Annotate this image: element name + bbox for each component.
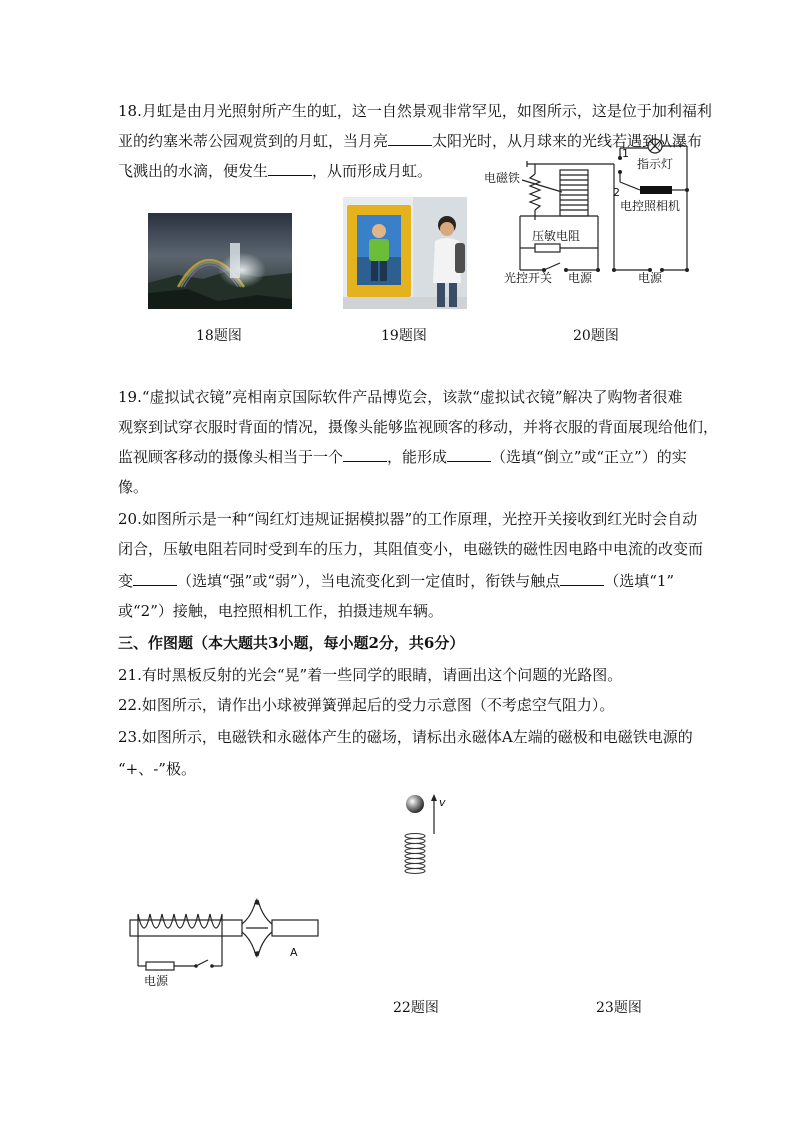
q20-line-3-text-a: 变	[118, 572, 134, 590]
permanent-magnet-a	[272, 920, 318, 936]
virtual-mirror-photo-image	[343, 197, 467, 309]
answer-blank	[343, 447, 387, 462]
q18-line-3-text-a: 飞溅出的水滴，便发生	[118, 162, 269, 180]
figure-22-caption: 22题图	[393, 1000, 439, 1016]
moonbow-photo-image	[148, 213, 292, 309]
answer-blank	[560, 571, 604, 586]
q20-line-2: 闭合，压敏电阻若同时受到车的压力，其阻值变小，电磁铁的磁性因电路中电流的改变而	[118, 540, 704, 558]
contact-1-label: 1	[622, 147, 629, 160]
q19-line-3-text-b: ，能形成	[387, 448, 448, 466]
electromagnet-label: 电磁铁	[484, 171, 521, 185]
answer-blank	[133, 571, 177, 586]
q23-line-1: 23.如图所示，电磁铁和永磁体产生的磁场，请标出永磁体A左端的磁极和电磁铁电源的	[118, 728, 693, 746]
moonbow-photo	[148, 213, 292, 309]
electromagnet-core	[130, 920, 242, 936]
camera-label: 电控照相机	[620, 199, 681, 213]
q18-line-3-text-b: ，从而形成月虹。	[312, 162, 433, 180]
virtual-mirror-photo	[343, 197, 467, 309]
figure-20-caption: 20题图	[573, 328, 619, 344]
q19-line-1: 19.“虚拟试衣镜”亮相南京国际软件产品博览会，该款“虚拟试衣镜”解决了购物者很难	[118, 388, 683, 406]
velocity-label: v	[439, 796, 446, 809]
answer-blank	[447, 447, 491, 462]
q21-text: 21.有时黑板反射的光会“晃”着一些同学的眼睛，请画出这个问题的光路图。	[118, 666, 623, 684]
light-switch-label: 光控开关	[504, 271, 553, 285]
answer-blank	[268, 161, 312, 176]
pressure-resistor-label: 压敏电阻	[532, 229, 581, 243]
section-3-heading: 三、作图题（本大题共3小题，每小题2分，共6分）	[118, 634, 465, 652]
figure-23-caption: 23题图	[596, 1000, 642, 1016]
contact-2-label: 2	[613, 186, 620, 199]
magnet-a-label: A	[290, 946, 298, 959]
answer-blank	[388, 131, 432, 146]
q19-line-4: 像。	[118, 478, 149, 496]
q19-line-3-text-c: （选填“倒立”或“正立”）的实	[491, 448, 687, 466]
figure-19-caption: 19题图	[381, 328, 427, 344]
power-source-label: 电源	[144, 974, 169, 988]
q20-line-3-text-b: （选填“强”或“弱”），当电流变化到一定值时，衔铁与触点	[177, 572, 561, 590]
figure-18-caption: 18题图	[196, 328, 242, 344]
q20-line-3-text-c: （选填“1”	[604, 572, 675, 590]
q22-text: 22.如图所示，请作出小球被弹簧弹起后的受力示意图（不考虑空气阻力）。	[118, 696, 615, 714]
power-source-box	[146, 962, 174, 970]
q18-line-1: 18.月虹是由月光照射所产生的虹，这一自然景观非常罕见，如图所示，这是位于加利福利	[118, 102, 712, 120]
power-source-label: 电源	[638, 271, 663, 285]
q19-line-2: 观察到试穿衣服时背面的情况，摄像头能够监视顾客的移动，并将衣服的背面展现给他们，	[118, 418, 719, 436]
spring	[405, 834, 425, 874]
q23-line-2: “+、-”极。	[118, 760, 196, 778]
indicator-lamp-label: 指示灯	[637, 157, 674, 171]
electromagnet-magnet-diagram	[124, 890, 329, 990]
q20-line-4: 或“2”）接触，电控照相机工作，拍摄违规车辆。	[118, 602, 443, 620]
coil-winding	[138, 914, 222, 928]
ball	[406, 795, 424, 813]
q18-line-3	[118, 161, 432, 181]
red-light-circuit-diagram	[480, 130, 695, 290]
q20-line-1: 20.如图所示是一种“闯红灯违规证据模拟器”的工作原理，光控开关接收到红光时会自动	[118, 510, 698, 528]
q19-line-3-text-a: 监视顾客移动的摄像头相当于一个	[118, 448, 344, 466]
ball-spring-diagram	[398, 790, 458, 885]
power-source-label: 电源	[568, 271, 593, 285]
q18-line-2-text-a: 亚的约塞米蒂公园观赏到的月虹，当月亮	[118, 132, 389, 150]
q18-line-2-text-b: 太阳光时，从月球来的光线若遇到从瀑布	[432, 132, 703, 150]
q19-line-3	[118, 447, 687, 467]
q20-line-3	[118, 571, 674, 591]
